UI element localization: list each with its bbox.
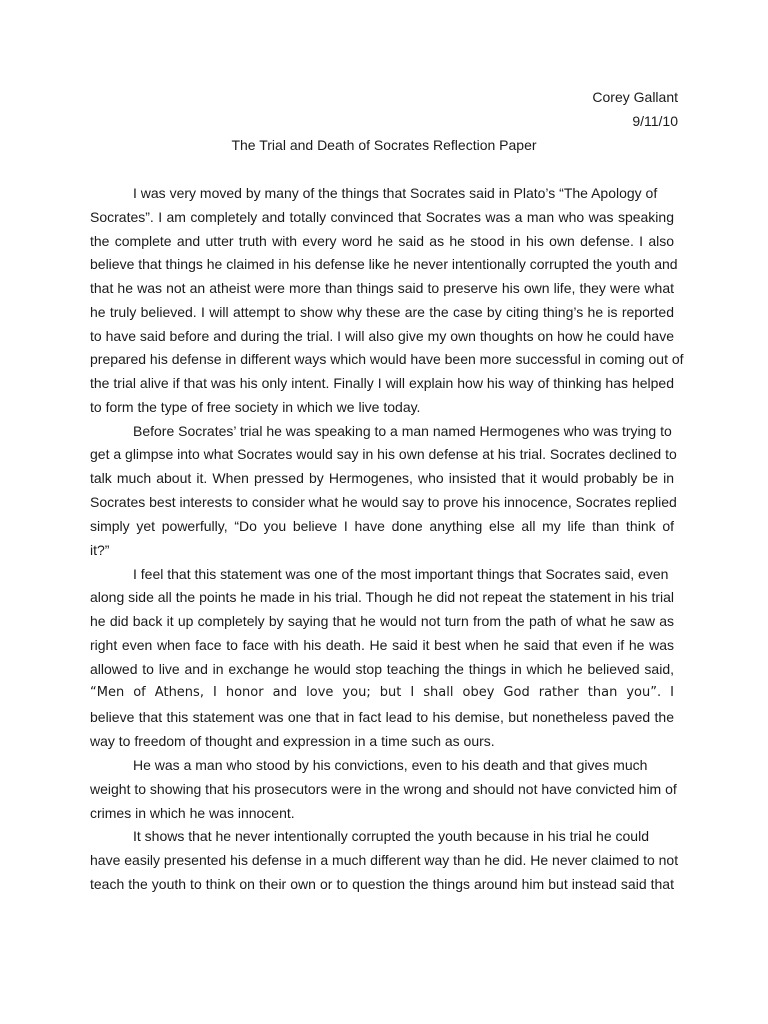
body-line: I feel that this statement was one of the most important things that Socrates said, even: [133, 566, 669, 582]
body-line: to form the type of free society in which we live today.: [90, 399, 421, 415]
body-line: prepared his defense in different ways which would have been more successful in coming out of: [90, 351, 684, 367]
quote-line: “Men of Athens, I honor and love you; but I shall obey God rather than you”. I: [90, 685, 674, 700]
body-line: Socrates”. I am completely and totally convinced that Socrates was a man who was speaking: [90, 209, 674, 225]
body-line: he did back it up completely by saying that he would not turn from the path of what he saw as: [90, 613, 674, 629]
document-title: The Trial and Death of Socrates Reflection Paper: [231, 137, 537, 153]
body-line: He was a man who stood by his convictions, even to his death and that gives much: [133, 757, 648, 773]
body-line: I was very moved by many of the things that Socrates said in Plato’s “The Apology of: [133, 185, 658, 201]
body-line: to have said before and during the trial. I will also give my own thoughts on how he could have: [90, 328, 674, 344]
body-line: it?”: [90, 542, 110, 558]
body-line: that he was not an atheist were more than things said to preserve his own life, they were what: [90, 280, 674, 296]
body-line: simply yet powerfully, “Do you believe I have done anything else all my life than think of: [90, 518, 674, 534]
body-line: he truly believed. I will attempt to show why these are the case by citing thing’s he is reported: [90, 304, 674, 320]
author-name: Corey Gallant: [592, 89, 678, 105]
body-line: the trial alive if that was his only intent. Finally I will explain how his way of thinking has helped: [90, 375, 674, 391]
body-line: the complete and utter truth with every word he said as he stood in his own defense. I also: [90, 233, 674, 249]
body-line: talk much about it. When pressed by Hermogenes, who insisted that it would probably be in: [90, 470, 674, 486]
body-line: It shows that he never intentionally corrupted the youth because in his trial he could: [133, 828, 649, 844]
body-line: allowed to live and in exchange he would stop teaching the things in which he believed said,: [90, 661, 674, 677]
body-line: right even when face to face with his death. He said it best when he said that even if he was: [90, 637, 674, 653]
body-line: believe that things he claimed in his defense like he never intentionally corrupted the youth and: [90, 256, 678, 272]
body-line: teach the youth to think on their own or to question the things around him but instead said that: [90, 876, 674, 892]
body-line: way to freedom of thought and expression in a time such as ours.: [90, 733, 495, 749]
body-line: along side all the points he made in his trial. Though he did not repeat the statement in his trial: [90, 589, 674, 605]
body-line: Socrates best interests to consider what he would say to prove his innocence, Socrates replied: [90, 494, 677, 510]
body-line: believe that this statement was one that in fact lead to his demise, but nonetheless paved the: [90, 709, 674, 725]
body-line: weight to showing that his prosecutors were in the wrong and should not have convicted him of: [90, 781, 677, 797]
document-date: 9/11/10: [632, 113, 678, 129]
body-line: have easily presented his defense in a much different way than he did. He never claimed to not: [90, 852, 679, 868]
body-line: get a glimpse into what Socrates would say in his own defense at his trial. Socrates declined to: [90, 446, 677, 462]
body-line: Before Socrates’ trial he was speaking to a man named Hermogenes who was trying to: [133, 423, 672, 439]
body-line: crimes in which he was innocent.: [90, 805, 295, 821]
